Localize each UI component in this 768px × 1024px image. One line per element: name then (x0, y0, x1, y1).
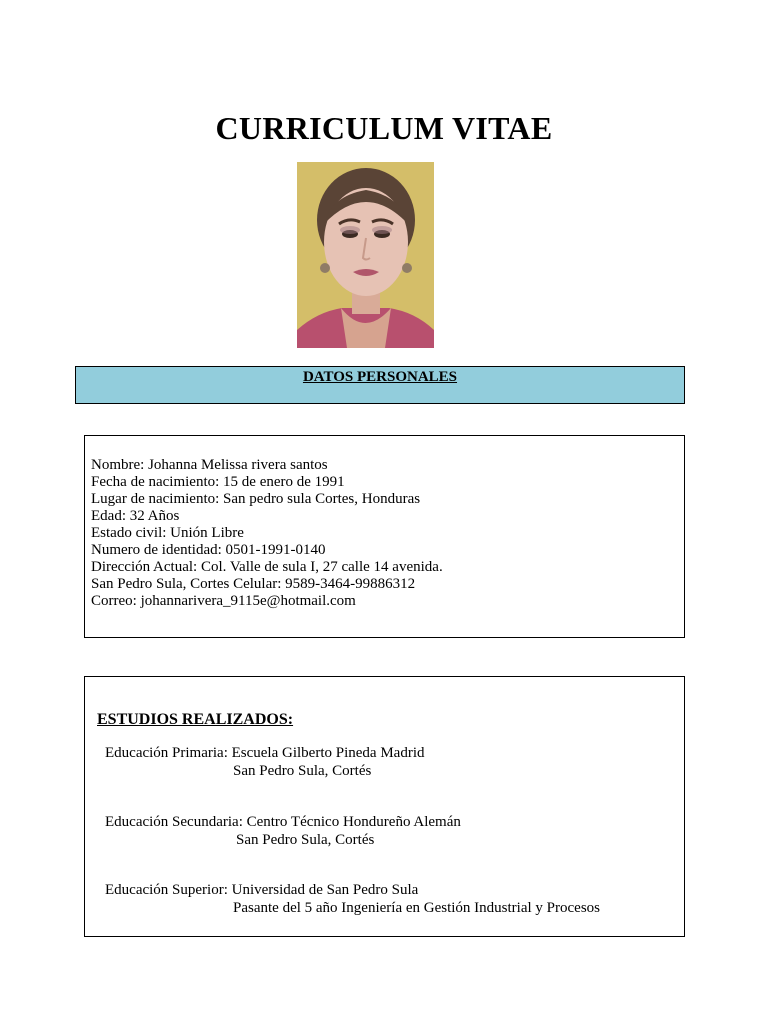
birth-date-line: Fecha de nacimiento: 15 de enero de 1991 (91, 474, 345, 490)
birth-place-line: Lugar de nacimiento: San pedro sula Cortes, Honduras (91, 491, 421, 507)
personal-data-box (84, 435, 685, 638)
personal-data-header (75, 366, 685, 404)
primary-education-line: Educación Primaria: Escuela Gilberto Pineda Madrid (105, 745, 425, 761)
primary-education-location: San Pedro Sula, Cortés (233, 763, 372, 779)
studies-header: ESTUDIOS REALIZADOS: (97, 711, 294, 728)
higher-education-detail: Pasante del 5 año Ingeniería en Gestión Industrial y Procesos (233, 900, 600, 916)
id-number-line: Numero de identidad: 0501-1991-0140 (91, 542, 326, 558)
portrait-image (297, 162, 434, 348)
name-line: Nombre: Johanna Melissa rivera santos (91, 457, 328, 473)
higher-education-line: Educación Superior: Universidad de San Pedro Sula (105, 882, 419, 898)
profile-photo (297, 162, 434, 348)
document-title: CURRICULUM VITAE (215, 110, 553, 146)
secondary-education-location: San Pedro Sula, Cortés (236, 832, 375, 848)
age-line: Edad: 32 Años (91, 508, 180, 524)
secondary-education-line: Educación Secundaria: Centro Técnico Hondureño Alemán (105, 814, 461, 830)
city-phone-line: San Pedro Sula, Cortes Celular: 9589-3464-99886312 (91, 576, 416, 592)
personal-data-header-label: DATOS PERSONALES (302, 369, 458, 385)
address-line: Dirección Actual: Col. Valle de sula I, 27 calle 14 avenida. (91, 559, 443, 575)
studies-box (84, 676, 685, 937)
email-line: Correo: johannarivera_9115e@hotmail.com (91, 593, 356, 609)
civil-status-line: Estado civil: Unión Libre (91, 525, 244, 541)
